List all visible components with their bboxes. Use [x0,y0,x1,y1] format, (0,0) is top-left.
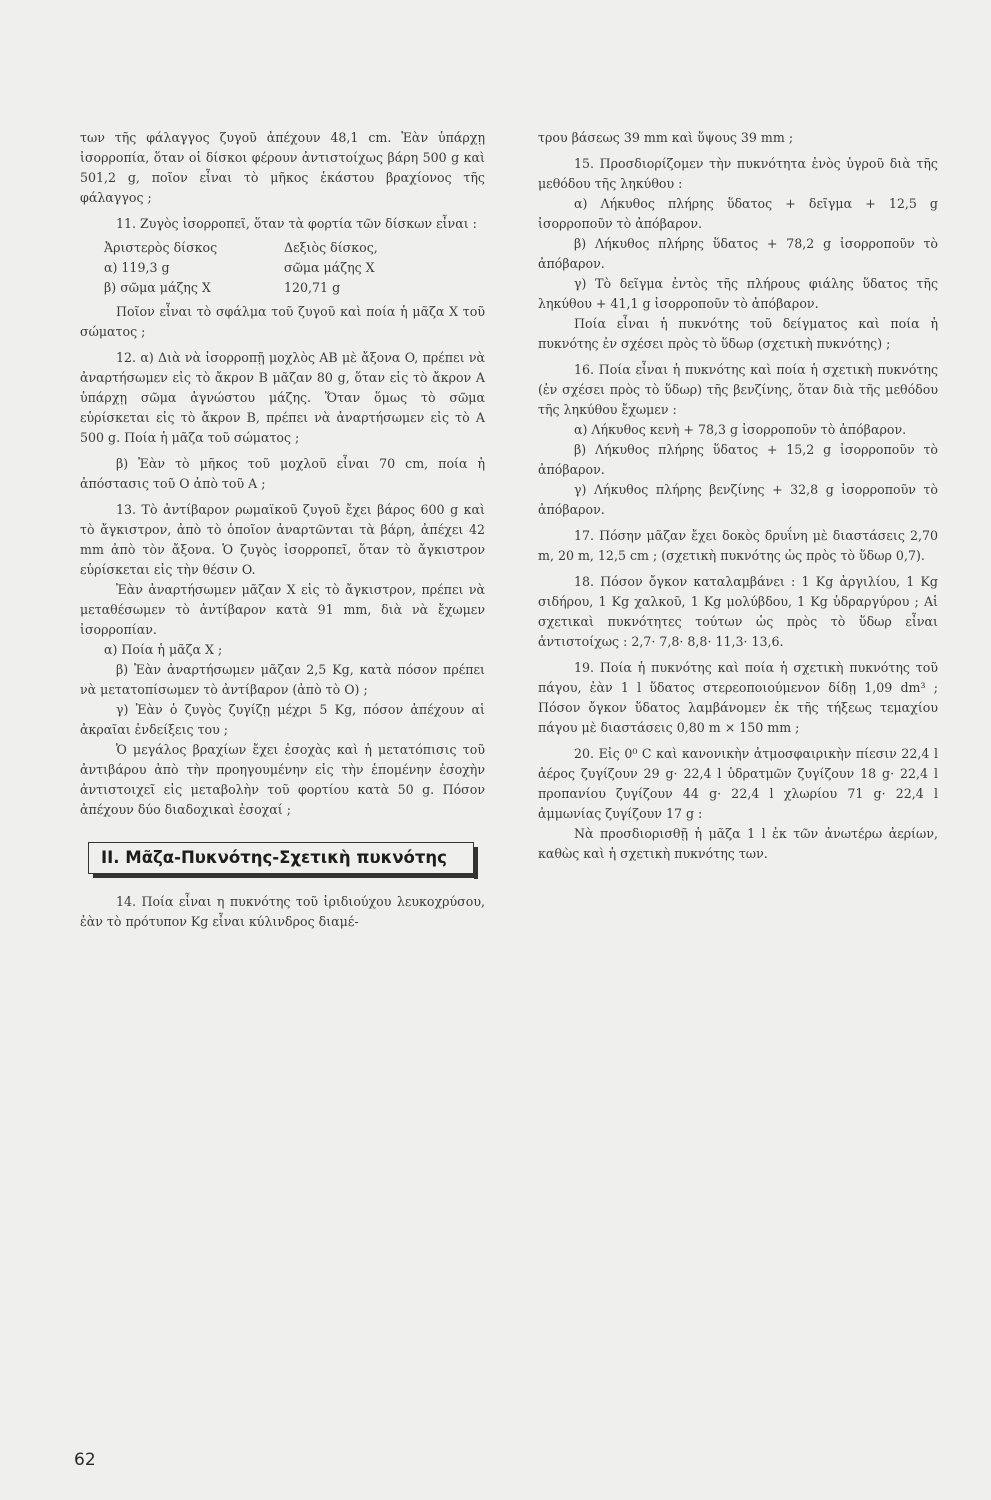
row-a-right: σῶμα μάζης X [284,260,375,275]
row-b-right: 120,71 g [284,280,341,295]
problem-16-a: α) Λήκυθος κενὴ + 78,3 g ἰσορροποῦν τὸ ἀπόβαρον. [574,422,907,437]
right-pan-header: Δεξιὸς δίσκος, [284,240,378,255]
problem-15-a: α) Λήκυθος πλήρης ὕδατος + δεῖγμα + 12,5 g ἰσορροποῦν τὸ ἀπόβαρον. [538,196,938,231]
problem-10-continuation: των τῆς φάλαγγος ζυγοῦ ἀπέχουν 48,1 cm. Ἐὰν ὑπάρχῃ ἰσορροπία, ὅταν οἱ δίσκοι φέρουν ἀντιστοίχως βάρη 500 g καὶ 501,2 g, ποῖον εἶναι τὸ μῆκος ἑκάστου βραχίονος τῆς φάλαγγος ; [80,130,485,205]
left-pan-header: Ἀριστερὸς δίσκος [104,240,218,255]
right-column [538,128,938,864]
problem-13-notches: Ὁ μεγάλος βραχίων ἔχει ἐσοχὰς καὶ ἡ μετατόπισις τοῦ ἀντιβάρου ἀπὸ τὴν προηγουμένην εἰς τὴν ἑπομένην ἐσοχὴν ἀντιστοιχεῖ εἰς μεταβολὴν τοῦ φορτίου κατὰ 50 g. Πόσον ἀπέχουν δύο διαδοχικαὶ ἐσοχαί ; [80,742,485,817]
problem-11-text: 11. Ζυγὸς ἰσορροπεῖ, ὅταν τὰ φορτία τῶν δίσκων εἶναι : [116,216,477,231]
problem-20-text: 20. Εἰς 0⁰ C καὶ κανονικὴν ἀτμοσφαιρικὴν πίεσιν 22,4 l ἀέρος ζυγίζουν 29 g· 22,4 l ὑδρατμῶν ζυγίζουν 18 g· 22,4 l προπανίου ζυγίζουν 44 g· 22,4 l χλωρίου 71 g· 22,4 l ἀμμωνίας ζυγίζουν 17 g : [538,746,938,821]
problem-16-b: β) Λήκυθος πλήρης ὕδατος + 15,2 g ἰσορροποῦν τὸ ἀπόβαρον. [538,442,938,477]
problem-17-text: 17. Πόσην μᾶζαν ἔχει δοκὸς δρυΐνη μὲ διαστάσεις 2,70 m, 20 m, 12,5 cm ; (σχετικὴ πυκνότης ὡς πρὸς τὸ ὕδωρ 0,7). [538,528,938,563]
problem-14-continuation: τρου βάσεως 39 mm καὶ ὕψους 39 mm ; [538,130,794,145]
problem-13-continued: Ἐὰν ἀναρτήσωμεν μᾶζαν X εἰς τὸ ἄγκιστρον, πρέπει νὰ μεταθέσωμεν τὸ ἀντίβαρον κατὰ 91 mm, διὰ νὰ ἔχωμεν ἰσορροπίαν. [80,582,485,637]
row-b-left: β) σῶμα μάζης X [104,280,211,295]
problem-16-text: 16. Ποία εἶναι ἡ πυκνότης καὶ ποία ἡ σχετικὴ πυκνότης (ἐν σχέσει πρὸς τὸ ὕδωρ) τῆς βενζίνης, ὅταν διὰ τῆς μεθόδου τῆς ληκύθου ἔχωμεν : [538,362,938,417]
problem-13-c: γ) Ἐὰν ὁ ζυγὸς ζυγίζῃ μέχρι 5 Kg, πόσον ἀπέχουν αἱ ἀκραῖαι ἐνδείξεις του ; [80,702,485,737]
problem-12-text: 12. α) Διὰ νὰ ἰσορροπῇ μοχλὸς AB μὲ ἄξονα O, πρέπει νὰ ἀναρτήσωμεν εἰς τὸ ἄκρον B μᾶζαν 80 g, ὅταν εἰς τὸ ἄκρον A ὑπάρχῃ σῶμα ἀγνώστου μάζης. Ὅταν ὅμως τὸ σῶμα εὑρίσκεται εἰς τὸ ἄκρον B, πρέπει νὰ ἀναρτήσωμεν εἰς τὸ A 500 g. Ποία ἡ μᾶζα τοῦ σώματος ; [80,350,485,445]
problem-14-text: 14. Ποία εἶναι η πυκνότης τοῦ ἰριδιούχου λευκοχρύσου, ἐὰν τὸ πρότυπον Kg εἶναι κύλινδρος διαμέ- [80,894,485,929]
problem-20-question: Νὰ προσδιορισθῇ ἡ μᾶζα 1 l ἐκ τῶν ἀνωτέρω ἀερίων, καθὼς καὶ ἡ σχετικὴ πυκνότης των. [538,826,938,861]
problem-16-c: γ) Λήκυθος πλήρης βενζίνης + 32,8 g ἰσορροποῦν τὸ ἀπόβαρον. [538,482,938,517]
problem-18-text: 18. Πόσον ὄγκον καταλαμβάνει : 1 Kg ἀργιλίου, 1 Kg σιδήρου, 1 Kg χαλκοῦ, 1 Kg μολύβδου, 1 Kg ὑδραργύρου ; Αἱ σχετικαὶ πυκνότητες τούτων ὡς πρὸς τὸ ὕδωρ εἶναι ἀντιστοίχως : 2,7· 7,8· 8,8· 11,3· 13,6. [538,574,938,649]
section-title: ΙΙ. Μᾶζα-Πυκνότης-Σχετικὴ πυκνότης [101,848,447,867]
problem-12-b: β) Ἐὰν τὸ μῆκος τοῦ μοχλοῦ εἶναι 70 cm, ποία ἡ ἀπόστασις τοῦ O ἀπὸ τοῦ A ; [80,456,485,491]
problem-15-question: Ποία εἶναι ἡ πυκνότης τοῦ δείγματος καὶ ποία ἡ πυκνότης ἐν σχέσει πρὸς τὸ ὕδωρ (σχετικὴ πυκνότης) ; [538,316,938,351]
problem-13-a: α) Ποία ἡ μᾶζα X ; [104,642,223,657]
problem-13-b: β) Ἐὰν ἀναρτήσωμεν μᾶζαν 2,5 Kg, κατὰ πόσον πρέπει νὰ μετατοπίσωμεν τὸ ἀντίβαρον (ἀπὸ τὸ O) ; [80,662,485,697]
section-heading-box [88,842,474,874]
page-number: 62 [74,1450,96,1470]
row-a-left: α) 119,3 g [104,260,170,275]
problem-15-b: β) Λήκυθος πλήρης ὕδατος + 78,2 g ἰσορροποῦν τὸ ἀπόβαρον. [538,236,938,271]
problem-11-question: Ποῖον εἶναι τὸ σφάλμα τοῦ ζυγοῦ καὶ ποία ἡ μᾶζα X τοῦ σώματος ; [80,304,485,339]
left-column [80,128,485,932]
problem-19-text: 19. Ποία ἡ πυκνότης καὶ ποία ἡ σχετικὴ πυκνότης τοῦ πάγου, ἐὰν 1 l ὕδατος στερεοποιούμενον δίδῃ 1,09 dm³ ; Πόσον ὄγκον ὕδατος λαμβάνομεν ἐκ τῆς τήξεως τεμαχίου πάγου μὲ διαστάσεις 0,80 m × 150 mm ; [538,660,938,735]
problem-13-text: 13. Τὸ ἀντίβαρον ρωμαϊκοῦ ζυγοῦ ἔχει βάρος 600 g καὶ τὸ ἄγκιστρον, ἀπὸ τὸ ὁποῖον ἀναρτῶνται τὰ βάρη, ἀπέχει 42 mm ἀπὸ τὸν ἄξονα. Ὁ ζυγὸς ἰσορροπεῖ, ὅταν τὸ ἄγκιστρον εὑρίσκεται εἰς τὴν θέσιν O. [80,502,485,577]
scales-table [104,238,378,298]
problem-15-c: γ) Τὸ δεῖγμα ἐντὸς τῆς πλήρους φιάλης ὕδατος τῆς ληκύθου + 41,1 g ἰσορροποῦν τὸ ἀπόβαρον. [538,276,938,311]
problem-15-text: 15. Προσδιορίζομεν τὴν πυκνότητα ἑνὸς ὑγροῦ διὰ τῆς μεθόδου τῆς ληκύθου : [538,156,938,191]
